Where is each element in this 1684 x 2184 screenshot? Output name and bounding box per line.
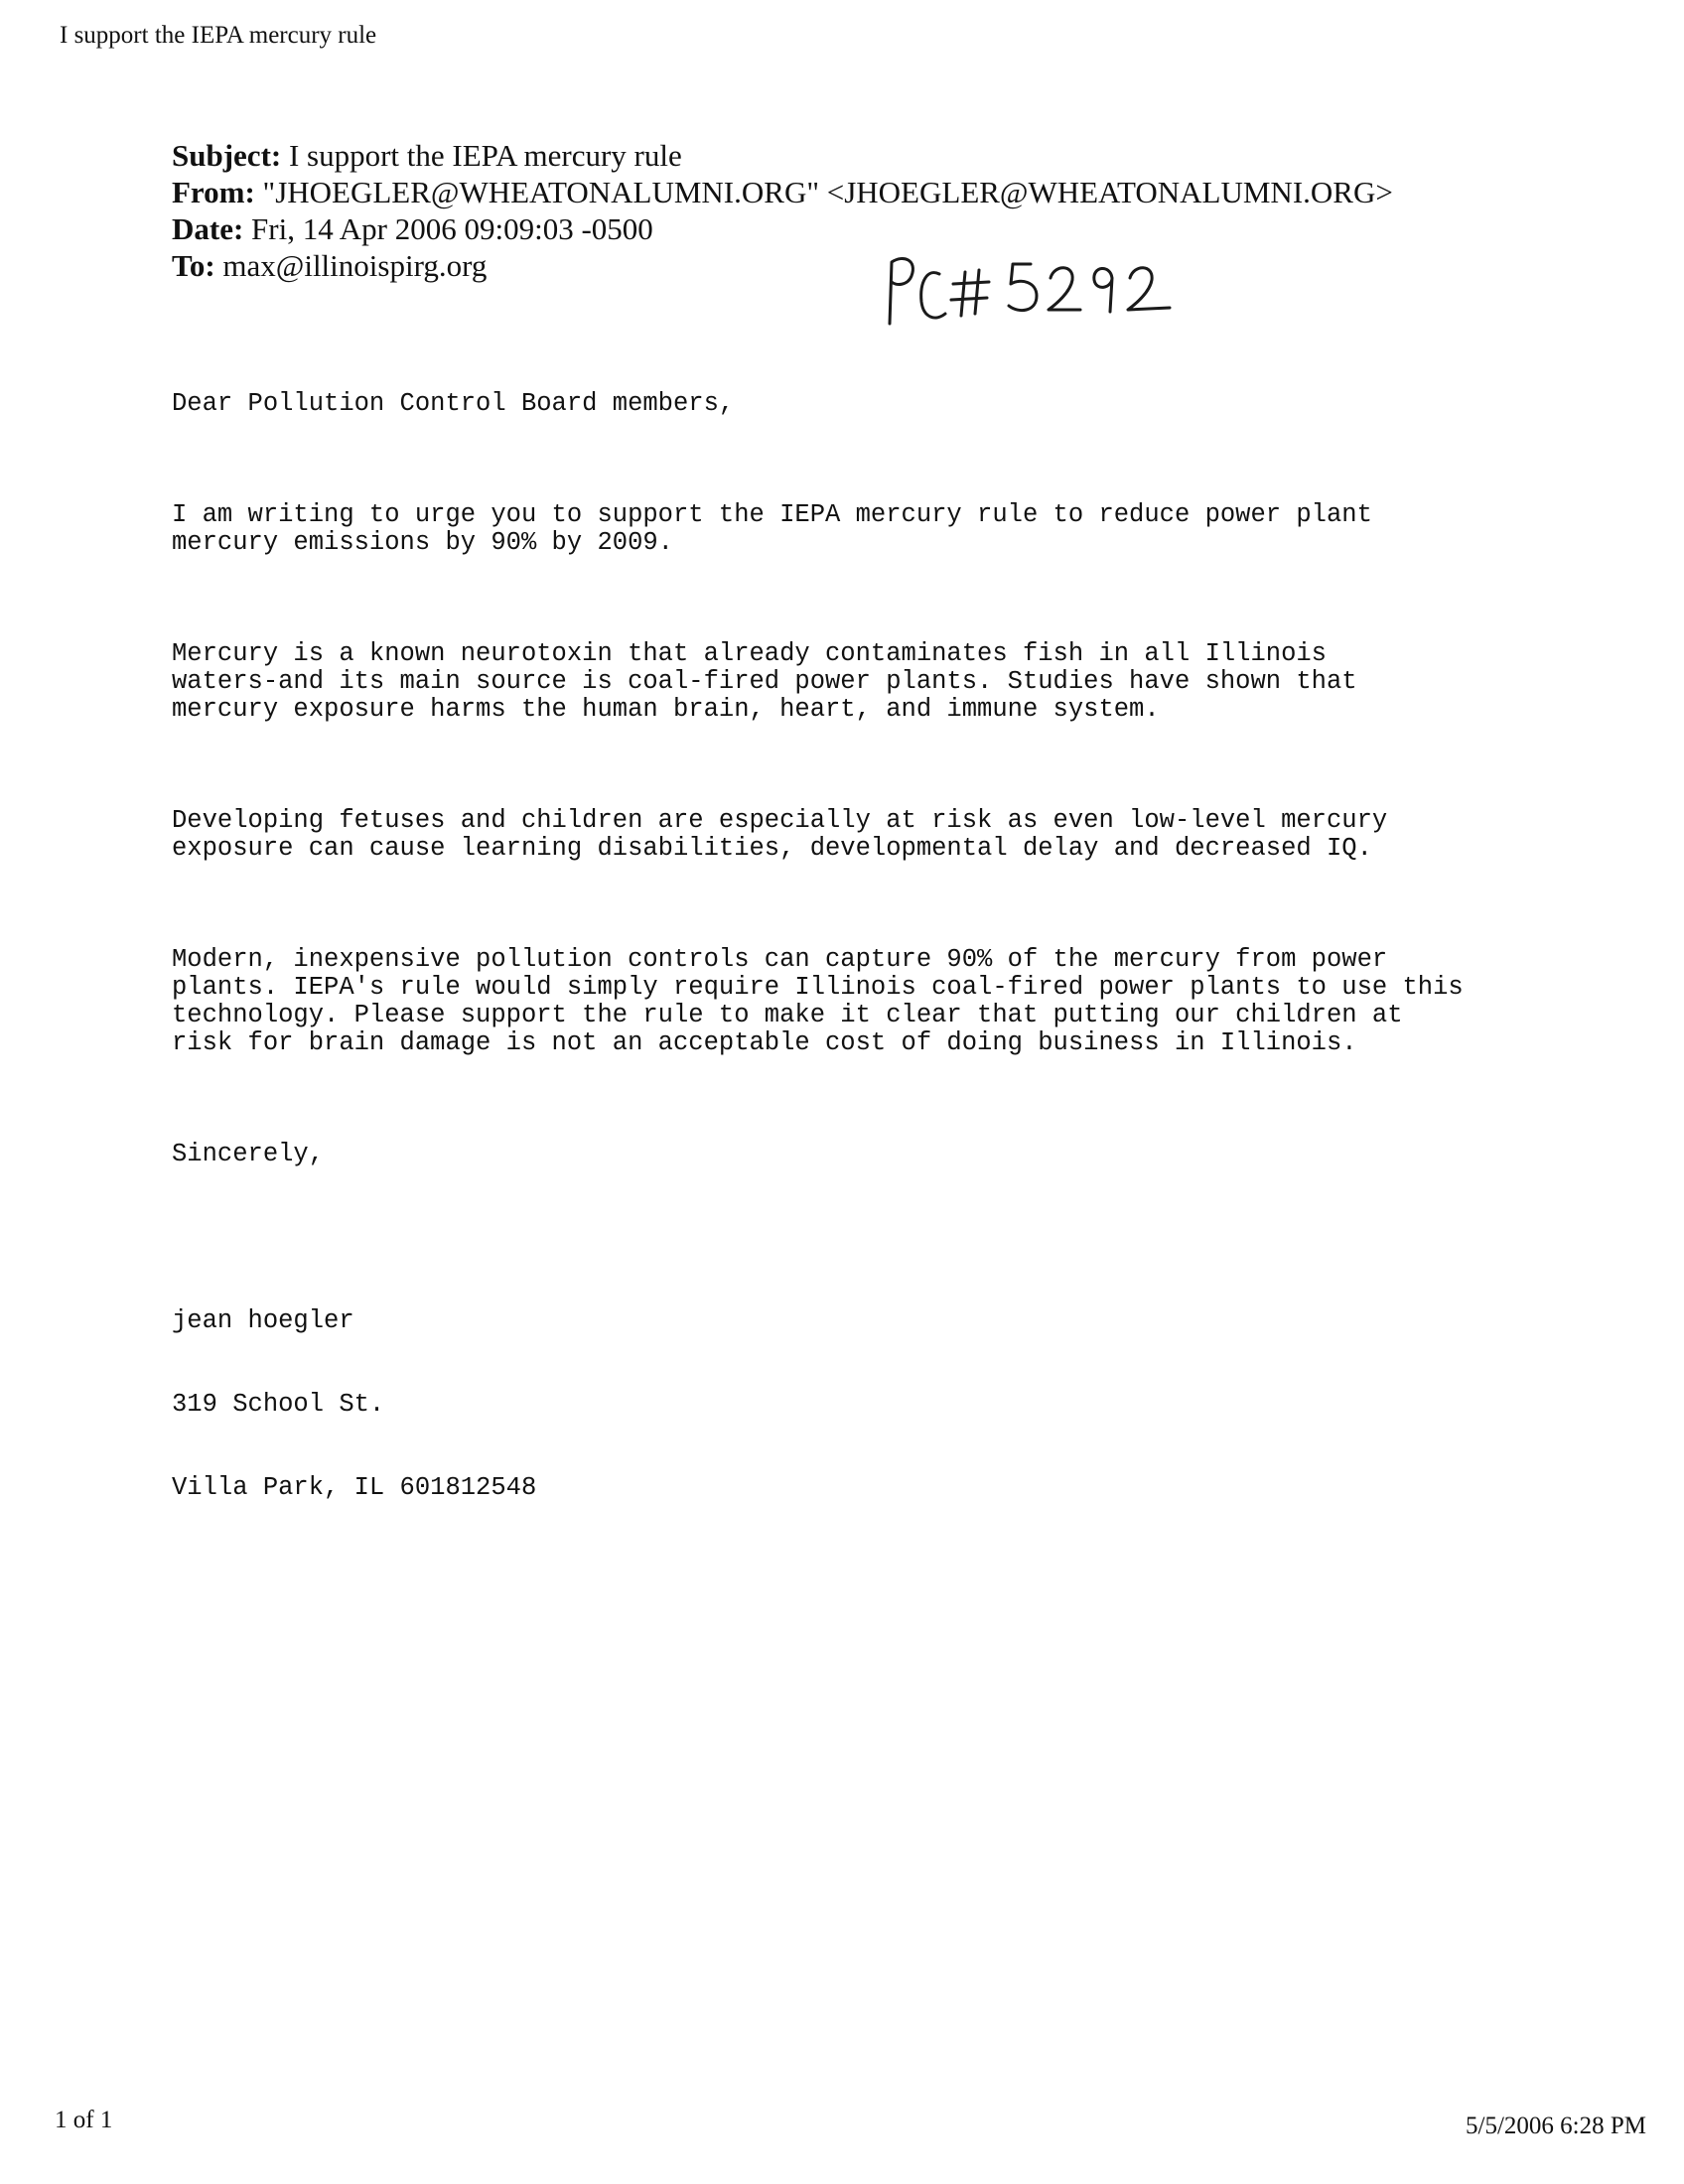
- to-value: max@illinoispirg.org: [222, 248, 488, 283]
- address-line-1: 319 School St.: [172, 1390, 385, 1419]
- subject-value: I support the IEPA mercury rule: [288, 138, 682, 173]
- date-value: Fri, 14 Apr 2006 09:09:03 -0500: [251, 211, 653, 246]
- date-row: [172, 210, 1393, 247]
- address-line-2: Villa Park, IL 601812548: [172, 1473, 537, 1502]
- signature-name: jean hoegler: [172, 1306, 354, 1335]
- from-label: From:: [172, 175, 255, 209]
- salutation: Dear Pollution Control Board members,: [172, 389, 735, 418]
- signature-block: [172, 1252, 1592, 1558]
- body-paragraph-4: Modern, inexpensive pollution controls can capture 90% of the mercury from power plants. IEPA's rule would simply require Illinois coal-fired power plants to use this technology. Please support the rule to make it clear that putting our children at risk for brain damage is not an acceptable cost of doing business in Illinois.: [172, 945, 1464, 1057]
- subject-label: Subject:: [172, 138, 282, 173]
- handwritten-docket-annotation: [882, 252, 1180, 332]
- page-header-title: I support the IEPA mercury rule: [60, 22, 377, 49]
- date-label: Date:: [172, 211, 244, 246]
- email-body: [172, 335, 1592, 1585]
- body-paragraph-1: I am writing to urge you to support the IEPA mercury rule to reduce power plant mercury emissions by 90% by 2009.: [172, 500, 1372, 557]
- from-row: [172, 174, 1393, 210]
- subject-row: [172, 137, 1393, 174]
- to-label: To:: [172, 248, 215, 283]
- email-headers: [172, 137, 1393, 284]
- body-paragraph-3: Developing fetuses and children are especially at risk as even low-level mercury exposure can cause learning disabilities, developmental delay and decreased IQ.: [172, 806, 1388, 863]
- body-paragraph-2: Mercury is a known neurotoxin that already contaminates fish in all Illinois waters-and its main source is coal-fired power plants. Studies have shown that mercury exposure harms the human brain, heart, and immune system.: [172, 639, 1357, 724]
- page-number: 1 of 1: [55, 2107, 113, 2133]
- from-value: "JHOEGLER@WHEATONALUMNI.ORG" <JHOEGLER@WHEATONALUMNI.ORG>: [262, 175, 1393, 209]
- closing: Sincerely,: [172, 1140, 325, 1168]
- printed-timestamp: 5/5/2006 6:28 PM: [1466, 2113, 1646, 2139]
- to-row: [172, 247, 1393, 284]
